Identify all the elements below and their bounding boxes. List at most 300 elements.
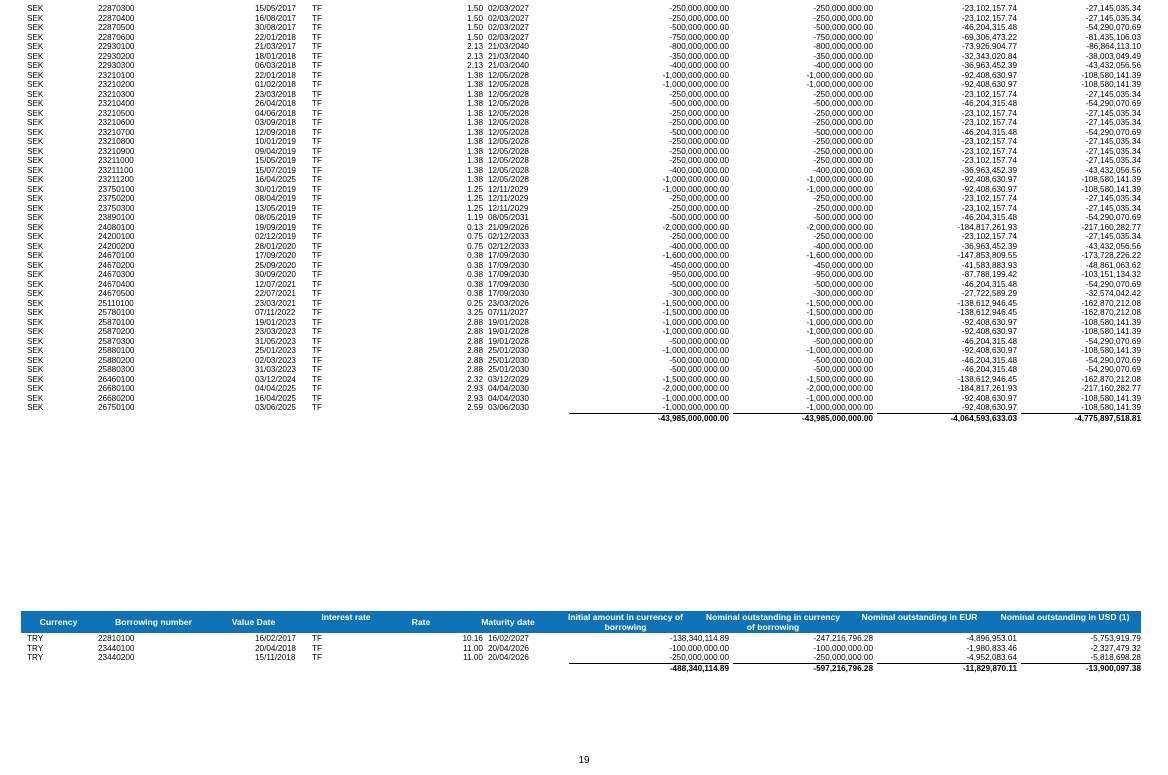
currency-cell: SEK — [27, 327, 44, 336]
nominal-eur-cell: -36,963,452.39 — [961, 165, 1017, 175]
rate-type-cell: TF — [312, 327, 323, 336]
currency-cell: SEK — [27, 42, 44, 51]
rate-cell: 0.75 — [467, 241, 483, 251]
nominal-outstanding-cell: -1,000,000,000.00 — [806, 80, 873, 89]
nominal-usd-cell: -54,290,070.69 — [1085, 336, 1141, 346]
maturity-date-cell: 03/06/2030 — [488, 403, 529, 412]
borrowing-number-cell: 24670500 — [98, 289, 135, 298]
rate-type-cell: TF — [312, 175, 323, 184]
maturity-date-cell: 21/03/2040 — [488, 61, 529, 70]
nominal-eur-cell: -23,102,157.74 — [961, 203, 1017, 213]
nominal-eur-cell: -138,612,946.45 — [957, 298, 1017, 308]
value-date-cell: 30/01/2019 — [255, 184, 296, 194]
rate-cell: 1.19 — [467, 213, 483, 222]
value-date-cell: 15/05/2019 — [255, 156, 296, 165]
table-row — [27, 644, 1141, 654]
maturity-date-cell: 25/01/2030 — [488, 346, 529, 355]
rate-cell: 2.13 — [467, 51, 483, 61]
nominal-eur-cell: -23,102,157.74 — [961, 13, 1017, 23]
rate-cell: 2.59 — [467, 403, 483, 412]
value-date-cell: 21/03/2017 — [255, 42, 296, 51]
value-date-cell: 16/02/2017 — [255, 634, 296, 643]
rate-type-cell: TF — [312, 99, 323, 108]
value-date-cell: 02/12/2019 — [255, 232, 296, 241]
value-date-cell: 30/08/2017 — [255, 23, 296, 32]
value-date-cell: 20/04/2018 — [255, 643, 296, 653]
maturity-date-cell: 02/03/2027 — [488, 4, 529, 13]
table-row — [27, 394, 1141, 404]
rate-cell: 0.38 — [467, 270, 483, 279]
borrowing-number-cell: 23210100 — [98, 70, 135, 80]
rate-type-cell: TF — [312, 251, 323, 260]
maturity-date-cell: 12/05/2028 — [488, 165, 529, 175]
rate-cell: 0.38 — [467, 279, 483, 289]
nominal-usd-cell: -108,580,141.39 — [1081, 327, 1141, 336]
nominal-eur-cell: -138,612,946.45 — [957, 308, 1017, 317]
nominal-usd-cell: -32,574,042.42 — [1085, 289, 1141, 298]
borrowing-number-cell: 23210800 — [98, 137, 135, 146]
table-row — [27, 175, 1141, 185]
rate-type-cell: TF — [312, 137, 323, 146]
value-date-cell: 26/04/2018 — [255, 99, 296, 108]
rate-cell: 1.50 — [467, 23, 483, 32]
currency-cell: SEK — [27, 61, 44, 70]
table-row — [27, 634, 1141, 644]
currency-cell: SEK — [27, 146, 44, 156]
currency-cell: SEK — [27, 108, 44, 118]
table-row — [27, 80, 1141, 90]
borrowing-number-cell: 26680200 — [98, 393, 135, 403]
table-row — [27, 52, 1141, 62]
table-row — [27, 137, 1141, 147]
nominal-eur-cell: -41,583,883.93 — [961, 260, 1017, 270]
nominal-outstanding-cell: -1,000,000,000.00 — [806, 346, 873, 355]
maturity-date-cell: 21/03/2040 — [488, 42, 529, 51]
rate-cell: 1.38 — [467, 165, 483, 175]
rate-type-cell: TF — [312, 355, 323, 365]
nominal-eur-cell: -46,204,315.48 — [961, 127, 1017, 137]
nominal-outstanding-cell: -1,000,000,000.00 — [806, 327, 873, 336]
nominal-usd-cell: -103,151,134.32 — [1081, 270, 1141, 279]
rate-cell: 1.38 — [467, 80, 483, 89]
nominal-eur-cell: -184,817,261.93 — [957, 222, 1017, 232]
value-date-cell: 19/09/2019 — [255, 222, 296, 232]
borrowing-number-cell: 22930300 — [98, 61, 135, 70]
currency-cell: SEK — [27, 184, 44, 194]
borrowing-number-cell: 25880100 — [98, 346, 135, 355]
value-date-cell: 02/03/2023 — [255, 355, 296, 365]
rate-type-cell: TF — [312, 232, 323, 241]
nominal-eur-cell: -184,817,261.93 — [957, 384, 1017, 393]
total-nominal: -43,985,000,000.00 — [733, 413, 873, 424]
header-rate: Rate — [411, 617, 431, 627]
currency-cell: SEK — [27, 13, 44, 23]
maturity-date-cell: 25/01/2030 — [488, 365, 529, 374]
maturity-date-cell: 17/09/2030 — [488, 279, 529, 289]
value-date-cell: 09/04/2019 — [255, 146, 296, 156]
currency-cell: SEK — [27, 346, 44, 355]
value-date-cell: 07/11/2022 — [255, 308, 296, 317]
borrowing-number-cell: 25880200 — [98, 355, 135, 365]
maturity-date-cell: 07/11/2027 — [488, 308, 529, 317]
nominal-eur-cell: -92,408,630.97 — [961, 70, 1017, 80]
table-header — [21, 611, 1141, 633]
borrowing-number-cell: 26460100 — [98, 374, 135, 384]
currency-cell: SEK — [27, 308, 44, 317]
currency-cell: SEK — [27, 32, 44, 42]
maturity-date-cell: 12/11/2029 — [488, 203, 529, 213]
nominal-outstanding-cell: -1,500,000,000.00 — [806, 374, 873, 384]
maturity-date-cell: 12/05/2028 — [488, 146, 529, 156]
nominal-outstanding-cell: -400,000,000.00 — [813, 165, 873, 175]
table-row — [27, 232, 1141, 242]
initial-amount-cell: -250,000,000.00 — [669, 203, 729, 213]
maturity-date-cell: 19/01/2028 — [488, 336, 529, 346]
nominal-eur-cell: -23,102,157.74 — [961, 4, 1017, 13]
borrowing-number-cell: 23750200 — [98, 194, 135, 203]
nominal-outstanding-cell: -250,000,000.00 — [813, 13, 873, 23]
nominal-outstanding-cell: -500,000,000.00 — [813, 23, 873, 32]
table-row — [27, 365, 1141, 375]
value-date-cell: 28/01/2020 — [255, 241, 296, 251]
rate-type-cell: TF — [312, 222, 323, 232]
rate-cell: 1.50 — [467, 32, 483, 42]
currency-cell: SEK — [27, 127, 44, 137]
borrowing-number-cell: 23440200 — [98, 653, 135, 662]
maturity-date-cell: 12/05/2028 — [488, 118, 529, 127]
nominal-eur-cell: -92,408,630.97 — [961, 403, 1017, 412]
currency-cell: SEK — [27, 118, 44, 127]
table-row — [27, 299, 1141, 309]
initial-amount-cell: -750,000,000.00 — [669, 32, 729, 42]
nominal-eur-cell: -23,102,157.74 — [961, 137, 1017, 146]
rate-type-cell: TF — [312, 156, 323, 165]
nominal-eur-cell: -27,722,589.29 — [961, 289, 1017, 298]
nominal-outstanding-cell: -1,000,000,000.00 — [806, 393, 873, 403]
initial-amount-cell: -138,340,114.89 — [669, 634, 729, 643]
value-date-cell: 16/04/2025 — [255, 175, 296, 184]
nominal-usd-cell: -27,145,035.34 — [1085, 194, 1141, 203]
maturity-date-cell: 12/05/2028 — [488, 70, 529, 80]
currency-cell: SEK — [27, 317, 44, 327]
table-row — [27, 156, 1141, 166]
initial-amount-cell: -250,000,000.00 — [669, 4, 729, 13]
maturity-date-cell: 17/09/2030 — [488, 251, 529, 260]
rate-type-cell: TF — [312, 346, 323, 355]
nominal-outstanding-cell: -350,000,000.00 — [813, 51, 873, 61]
maturity-date-cell: 12/11/2029 — [488, 194, 529, 203]
maturity-date-cell: 17/09/2030 — [488, 289, 529, 298]
nominal-eur-cell: -46,204,315.48 — [961, 365, 1017, 374]
value-date-cell: 22/01/2018 — [255, 70, 296, 80]
borrowing-number-cell: 26750100 — [98, 403, 135, 412]
rate-type-cell: TF — [312, 146, 323, 156]
currency-cell: SEK — [27, 365, 44, 374]
borrowing-number-cell: 25110100 — [98, 298, 134, 308]
borrowing-number-cell: 24670200 — [98, 260, 135, 270]
rate-type-cell: TF — [312, 184, 323, 194]
nominal-usd-cell: -27,145,035.34 — [1085, 89, 1141, 99]
nominal-eur-cell: -46,204,315.48 — [961, 23, 1017, 32]
nominal-usd-cell: -217,160,282.77 — [1081, 222, 1141, 232]
total-usd: -13,900,097.38 — [1021, 663, 1141, 674]
currency-cell: SEK — [27, 156, 44, 165]
currency-cell: TRY — [27, 653, 44, 662]
nominal-usd-cell: -162,870,212.08 — [1081, 298, 1141, 308]
rate-cell: 11.00 — [463, 643, 483, 653]
total-nominal: -597,216,796.28 — [733, 663, 873, 674]
currency-cell: SEK — [27, 403, 44, 412]
nominal-usd-cell: -108,580,141.39 — [1081, 317, 1141, 327]
initial-amount-cell: -800,000,000.00 — [669, 42, 729, 51]
rate-type-cell: TF — [312, 336, 323, 346]
initial-amount-cell: -1,000,000,000.00 — [662, 317, 729, 327]
currency-cell: SEK — [27, 251, 44, 260]
header-nominal-eur: Nominal outstanding in EUR — [861, 612, 978, 622]
currency-cell: SEK — [27, 260, 44, 270]
table-row — [27, 23, 1141, 33]
currency-cell: SEK — [27, 270, 44, 279]
table-row — [27, 289, 1141, 299]
nominal-eur-cell: -92,408,630.97 — [961, 327, 1017, 336]
borrowing-number-cell: 22870300 — [98, 4, 135, 13]
value-date-cell: 22/01/2018 — [255, 32, 296, 42]
rate-type-cell: TF — [312, 108, 323, 118]
borrowing-number-cell: 25870300 — [98, 336, 135, 346]
nominal-outstanding-cell: -250,000,000.00 — [813, 137, 873, 146]
borrowing-number-cell: 23210600 — [98, 118, 135, 127]
nominal-outstanding-cell: -1,000,000,000.00 — [806, 184, 873, 194]
rate-type-cell: TF — [312, 213, 323, 222]
nominal-eur-cell: -32,343,020.84 — [961, 51, 1017, 61]
nominal-usd-cell: -48,861,063.62 — [1085, 260, 1141, 270]
value-date-cell: 23/03/2018 — [255, 89, 296, 99]
currency-cell: SEK — [27, 336, 44, 346]
initial-amount-cell: -250,000,000.00 — [669, 232, 729, 241]
total-usd: -4,775,897,518.81 — [1021, 413, 1141, 424]
nominal-eur-cell: -46,204,315.48 — [961, 279, 1017, 289]
rate-cell: 2.88 — [467, 365, 483, 374]
table-row — [27, 61, 1141, 71]
nominal-usd-cell: -27,145,035.34 — [1085, 13, 1141, 23]
maturity-date-cell: 23/03/2026 — [488, 298, 529, 308]
rate-cell: 2.13 — [467, 42, 483, 51]
nominal-outstanding-cell: -450,000,000.00 — [813, 260, 873, 270]
borrowing-number-cell: 24200100 — [98, 232, 135, 241]
rate-cell: 1.25 — [467, 184, 483, 194]
borrowing-number-cell: 22870400 — [98, 13, 135, 23]
page-number: 19 — [578, 755, 590, 766]
rate-cell: 2.88 — [467, 336, 483, 346]
borrowing-number-cell: 23890100 — [98, 213, 135, 222]
initial-amount-cell: -250,000,000.00 — [669, 118, 729, 127]
nominal-eur-cell: -36,963,452.39 — [961, 61, 1017, 70]
nominal-eur-cell: -138,612,946.45 — [957, 374, 1017, 384]
table-row — [27, 308, 1141, 318]
borrowing-number-cell: 23750300 — [98, 203, 135, 213]
rate-cell: 1.25 — [467, 194, 483, 203]
initial-amount-cell: -1,600,000,000.00 — [662, 251, 729, 260]
nominal-usd-cell: -54,290,070.69 — [1085, 279, 1141, 289]
table-row — [27, 223, 1141, 233]
table-row — [27, 42, 1141, 52]
nominal-outstanding-cell: -1,500,000,000.00 — [806, 308, 873, 317]
nominal-usd-cell: -162,870,212.08 — [1081, 308, 1141, 317]
table-row — [27, 33, 1141, 43]
rate-cell: 2.88 — [467, 327, 483, 336]
initial-amount-cell: -300,000,000.00 — [669, 289, 729, 298]
maturity-date-cell: 17/09/2030 — [488, 260, 529, 270]
table-row — [27, 251, 1141, 261]
rate-cell: 1.50 — [467, 13, 483, 23]
value-date-cell: 23/03/2021 — [255, 298, 296, 308]
value-date-cell: 15/07/2019 — [255, 165, 296, 175]
rate-type-cell: TF — [312, 4, 323, 13]
value-date-cell: 03/12/2024 — [255, 374, 296, 384]
maturity-date-cell: 02/12/2033 — [488, 232, 529, 241]
nominal-eur-cell: -92,408,630.97 — [961, 175, 1017, 184]
nominal-usd-cell: -27,145,035.34 — [1085, 156, 1141, 165]
rate-type-cell: TF — [312, 634, 323, 643]
nominal-usd-cell: -27,145,035.34 — [1085, 4, 1141, 13]
rate-cell: 2.93 — [467, 393, 483, 403]
initial-amount-cell: -1,000,000,000.00 — [662, 346, 729, 355]
table-row — [27, 90, 1141, 100]
nominal-usd-cell: -108,580,141.39 — [1081, 175, 1141, 184]
currency-cell: SEK — [27, 203, 44, 213]
initial-amount-cell: -500,000,000.00 — [669, 365, 729, 374]
maturity-date-cell: 08/05/2031 — [488, 213, 529, 222]
nominal-usd-cell: -173,728,226.22 — [1081, 251, 1141, 260]
value-date-cell: 04/04/2025 — [255, 384, 296, 393]
initial-amount-cell: -400,000,000.00 — [669, 241, 729, 251]
rate-type-cell: TF — [312, 70, 323, 80]
table-row — [27, 14, 1141, 24]
nominal-usd-cell: -43,432,056.56 — [1085, 61, 1141, 70]
nominal-eur-cell: -87,788,199.42 — [961, 270, 1017, 279]
nominal-outstanding-cell: -500,000,000.00 — [813, 355, 873, 365]
table-row — [27, 185, 1141, 195]
nominal-eur-cell: -46,204,315.48 — [961, 355, 1017, 365]
value-date-cell: 08/05/2019 — [255, 213, 296, 222]
nominal-usd-cell: -54,290,070.69 — [1085, 365, 1141, 374]
nominal-eur-cell: -36,963,452.39 — [961, 241, 1017, 251]
table-row — [27, 204, 1141, 214]
table-row — [27, 346, 1141, 356]
rate-cell: 11.00 — [463, 653, 483, 662]
nominal-usd-cell: -162,870,212.08 — [1081, 374, 1141, 384]
value-date-cell: 17/09/2020 — [255, 251, 296, 260]
total-eur: -4,064,593,633.03 — [877, 413, 1017, 424]
value-date-cell: 16/08/2017 — [255, 13, 296, 23]
table-row — [27, 4, 1141, 14]
table-row — [27, 384, 1141, 394]
currency-cell: SEK — [27, 289, 44, 298]
header-initial-amount: Initial amount in currency of borrowing — [567, 612, 684, 632]
initial-amount-cell: -250,000,000.00 — [669, 653, 729, 662]
maturity-date-cell: 21/03/2040 — [488, 51, 529, 61]
value-date-cell: 25/09/2020 — [255, 260, 296, 270]
rate-cell: 1.38 — [467, 156, 483, 165]
nominal-outstanding-cell: -500,000,000.00 — [813, 365, 873, 374]
nominal-outstanding-cell: -500,000,000.00 — [813, 99, 873, 108]
maturity-date-cell: 12/05/2028 — [488, 175, 529, 184]
currency-cell: SEK — [27, 80, 44, 89]
initial-amount-cell: -1,500,000,000.00 — [662, 298, 729, 308]
nominal-outstanding-cell: -1,000,000,000.00 — [806, 70, 873, 80]
nominal-outstanding-cell: -1,000,000,000.00 — [806, 403, 873, 412]
rate-type-cell: TF — [312, 384, 323, 393]
rate-type-cell: TF — [312, 289, 323, 298]
nominal-outstanding-cell: -400,000,000.00 — [813, 241, 873, 251]
nominal-eur-cell: -23,102,157.74 — [961, 156, 1017, 165]
nominal-eur-cell: -69,306,473.22 — [961, 32, 1017, 42]
nominal-outstanding-cell: -250,000,000.00 — [813, 232, 873, 241]
nominal-eur-cell: -23,102,157.74 — [961, 108, 1017, 118]
currency-cell: SEK — [27, 213, 44, 222]
nominal-outstanding-cell: -950,000,000.00 — [813, 270, 873, 279]
table-row — [27, 261, 1141, 271]
nominal-usd-cell: -54,290,070.69 — [1085, 23, 1141, 32]
borrowing-number-cell: 25780100 — [98, 308, 135, 317]
rate-type-cell: TF — [312, 203, 323, 213]
rate-type-cell: TF — [312, 23, 323, 32]
value-date-cell: 18/01/2018 — [255, 51, 296, 61]
maturity-date-cell: 12/11/2029 — [488, 184, 529, 194]
currency-cell: SEK — [27, 355, 44, 365]
rate-cell: 1.38 — [467, 108, 483, 118]
table-row — [27, 99, 1141, 109]
initial-amount-cell: -500,000,000.00 — [669, 279, 729, 289]
maturity-date-cell: 12/05/2028 — [488, 99, 529, 108]
borrowing-number-cell: 23210400 — [98, 99, 135, 108]
nominal-usd-cell: -5,818,698.28 — [1090, 653, 1141, 662]
nominal-outstanding-cell: -2,000,000,000.00 — [806, 384, 873, 393]
header-value-date: Value Date — [231, 617, 276, 627]
header-currency: Currency — [39, 617, 78, 627]
initial-amount-cell: -450,000,000.00 — [669, 260, 729, 270]
rate-cell: 2.88 — [467, 317, 483, 327]
nominal-usd-cell: -108,580,141.39 — [1081, 80, 1141, 89]
value-date-cell: 13/05/2019 — [255, 203, 296, 213]
currency-cell: TRY — [27, 643, 44, 653]
initial-amount-cell: -250,000,000.00 — [669, 146, 729, 156]
borrowing-number-cell: 26680100 — [98, 384, 135, 393]
nominal-outstanding-cell: -250,000,000.00 — [813, 118, 873, 127]
maturity-date-cell: 02/12/2033 — [488, 241, 529, 251]
initial-amount-cell: -1,500,000,000.00 — [662, 374, 729, 384]
borrowing-number-cell: 23211100 — [98, 165, 134, 175]
initial-amount-cell: -1,000,000,000.00 — [662, 393, 729, 403]
rate-type-cell: TF — [312, 32, 323, 42]
totals-row — [27, 663, 1141, 673]
value-date-cell: 06/03/2018 — [255, 61, 296, 70]
initial-amount-cell: -1,000,000,000.00 — [662, 327, 729, 336]
table-row — [27, 147, 1141, 157]
initial-amount-cell: -250,000,000.00 — [669, 137, 729, 146]
maturity-date-cell: 20/04/2026 — [488, 643, 529, 653]
currency-cell: SEK — [27, 298, 44, 308]
currency-cell: SEK — [27, 194, 44, 203]
rate-cell: 2.88 — [467, 355, 483, 365]
borrowing-number-cell: 24080100 — [98, 222, 135, 232]
nominal-outstanding-cell: -800,000,000.00 — [813, 42, 873, 51]
borrowing-number-cell: 23210900 — [98, 146, 135, 156]
nominal-usd-cell: -43,432,056.56 — [1085, 165, 1141, 175]
nominal-outstanding-cell: -250,000,000.00 — [813, 108, 873, 118]
nominal-outstanding-cell: -250,000,000.00 — [813, 146, 873, 156]
nominal-eur-cell: -46,204,315.48 — [961, 336, 1017, 346]
